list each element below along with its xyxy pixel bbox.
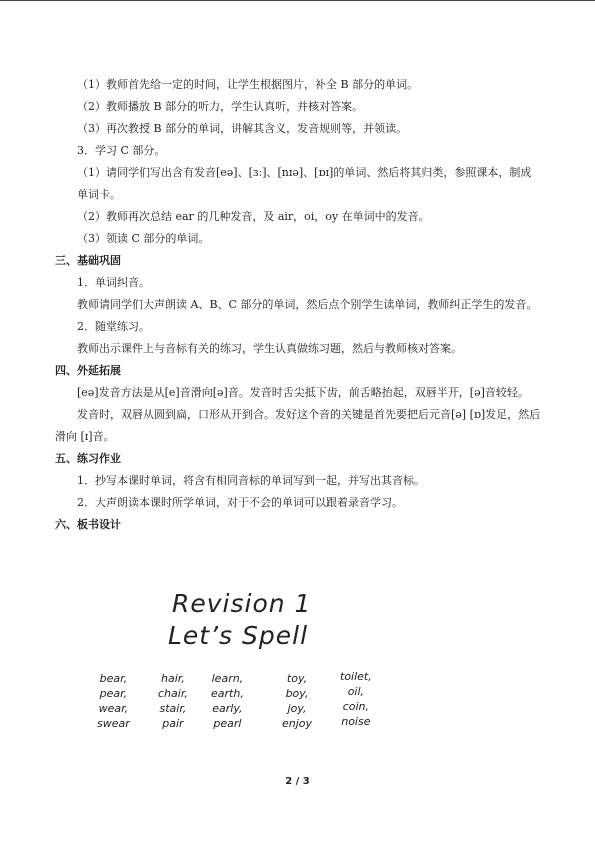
paragraph: （1）请同学们写出含有发音[eə]、[ɜː]、[nɪə]、[ɒɪ]的单词、然后将其归类，参照课本，制成单词卡。: [77, 166, 532, 201]
page-number: 2 / 3: [285, 776, 310, 787]
paragraph: （2）教师再次总结 ear 的几种发音，及 air，oi，oy 在单词中的发音。: [77, 210, 430, 223]
paragraph: [eə]发音方法是从[e]音滑向[ə]音。发音时舌尖抵下齿，前舌略抬起，双唇半开，[ə]音较轻。: [77, 386, 529, 399]
paragraph: 1．单词纠音。: [77, 276, 150, 289]
word-column-2: hair, chair, stair, pair: [158, 672, 188, 730]
section-heading: 四、外延拓展: [55, 364, 121, 377]
word-column-1: bear, pear, wear, swear: [97, 672, 130, 730]
paragraph: （1）教师首先给一定的时间，让学生根据图片，补全 B 部分的单词。: [77, 78, 419, 91]
paragraph: 2．随堂练习。: [77, 320, 150, 333]
board-title: Revision 1: [172, 589, 312, 618]
section-heading: 六、板书设计: [55, 518, 121, 531]
document-body: [55, 74, 541, 536]
word-column-5: toilet, oil, coin, noise: [340, 670, 372, 728]
paragraph: 3．学习 C 部分。: [77, 144, 166, 157]
blackboard-design: [0, 585, 595, 745]
paragraph: 发音时，双唇从圆到扁，口形从开到合。发好这个音的关键是首先要把后元音[ə] [ɒ]发足，然后滑向 [ɪ]音。: [55, 408, 541, 443]
paragraph: （2）教师播放 B 部分的听力，学生认真听，并核对答案。: [77, 100, 364, 113]
section-heading: 五、练习作业: [55, 452, 121, 465]
paragraph: 教师出示课件上与音标有关的练习，学生认真做练习题，然后与教师核对答案。: [77, 342, 462, 355]
paragraph: 2．大声朗读本课时所学单词，对于不会的单词可以跟着录音学习。: [77, 496, 403, 509]
paragraph: 教师请同学们大声朗读 A、B、C 部分的单词，然后点个别学生读单词，教师纠正学生的发音。: [77, 298, 538, 311]
paragraph: （3）领读 C 部分的单词。: [77, 232, 210, 245]
section-heading: 三、基础巩固: [55, 254, 121, 267]
paragraph: （3）再次教授 B 部分的单词，讲解其含义，发音规则等，并领读。: [77, 122, 408, 135]
board-subtitle: Let’s Spell: [168, 621, 309, 650]
word-column-4: toy, boy, joy, enjoy: [282, 672, 313, 730]
page-top-border: [0, 0, 595, 1]
paragraph: 1．抄写本课时单词，将含有相同音标的单词写到一起，并写出其音标。: [77, 474, 425, 487]
word-column-3: learn, earth, early, pearl: [211, 672, 244, 730]
